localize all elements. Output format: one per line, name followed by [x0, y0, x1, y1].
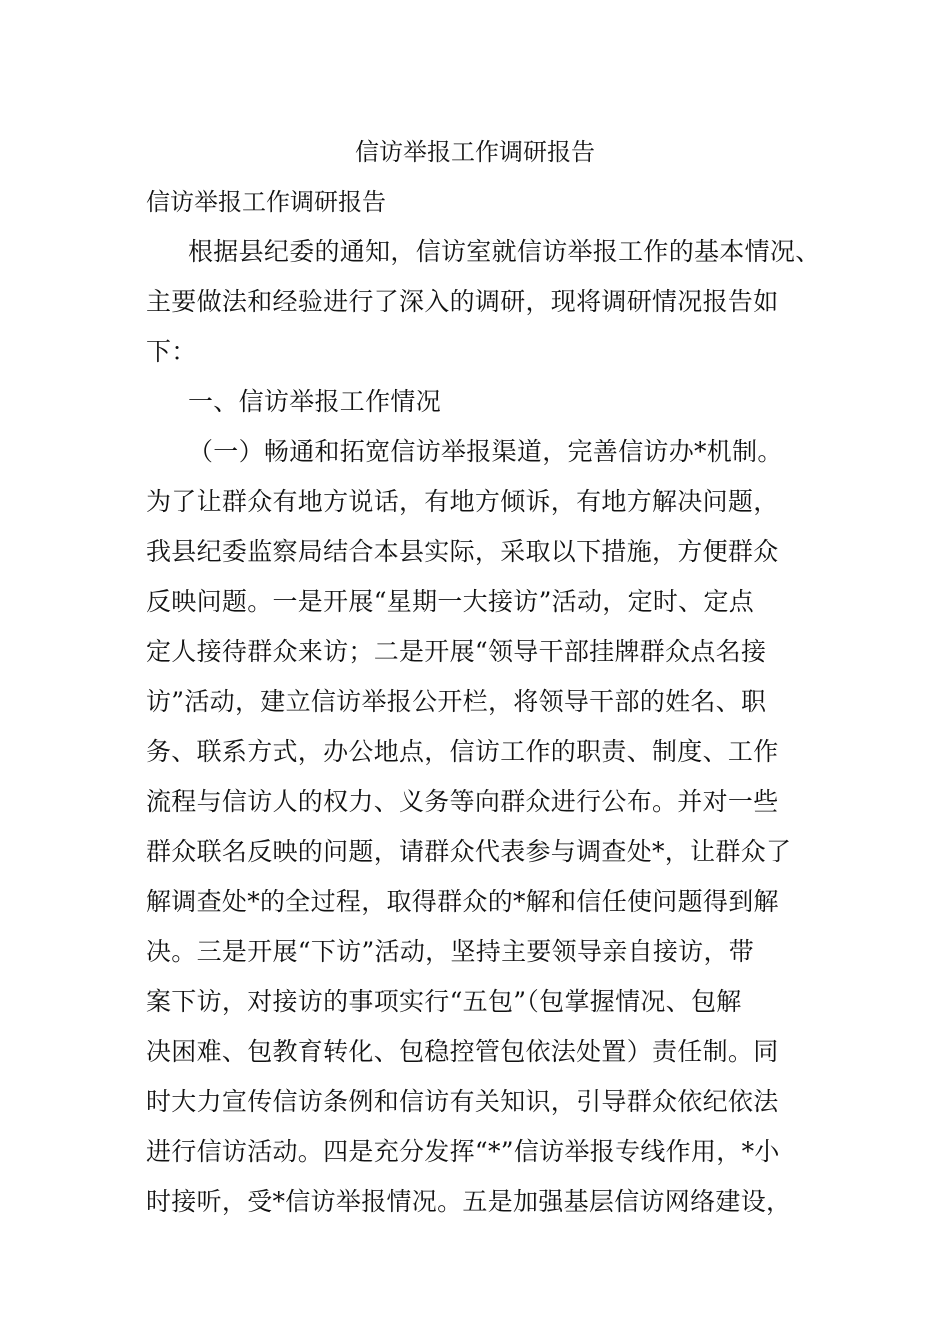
paragraph-line: 反映问题。一是开展“星期一大接访”活动，定时、定点	[146, 587, 755, 616]
paragraph-line: 案下访，对接访的事项实行“五包”（包掌握情况、包解	[146, 987, 742, 1016]
paragraph-line: 我县纪委监察局结合本县实际，采取以下措施，方便群众	[146, 537, 779, 566]
paragraph-line: 决困难、包教育转化、包稳控管包依法处置）责任制。同	[146, 1037, 779, 1066]
paragraph-line: 务、联系方式，办公地点，信访工作的职责、制度、工作	[146, 737, 779, 766]
paragraph-line: 主要做法和经验进行了深入的调研，现将调研情况报告如	[146, 287, 779, 316]
paragraph-line: 为了让群众有地方说话，有地方倾诉，有地方解决问题，	[146, 487, 779, 516]
document-subtitle: 信访举报工作调研报告	[146, 188, 386, 216]
paragraph-line: 时接听，受*信访举报情况。五是加强基层信访网络建设，	[146, 1187, 792, 1216]
subsection-heading: （一）畅通和拓宽信访举报渠道，完善信访办*机制。	[188, 437, 783, 466]
paragraph-line: 时大力宣传信访条例和信访有关知识，引导群众依纪依法	[146, 1087, 779, 1116]
paragraph-line: 流程与信访人的权力、义务等向群众进行公布。并对一些	[146, 787, 779, 816]
section-heading: 一、信访举报工作情况	[188, 387, 442, 416]
paragraph-line: 下：	[146, 337, 197, 366]
paragraph-line: 访”活动，建立信访举报公开栏，将领导干部的姓名、职	[146, 687, 767, 716]
paragraph-line: 定人接待群众来访；二是开展“领导干部挂牌群众点名接	[146, 637, 767, 666]
paragraph-line: 决。三是开展“下访”活动，坚持主要领导亲自接访，带	[146, 937, 755, 966]
paragraph-line: 解调查处*的全过程，取得群众的*解和信任使问题得到解	[146, 887, 779, 916]
document-title: 信访举报工作调研报告	[355, 138, 595, 166]
paragraph-line: 进行信访活动。四是充分发挥“*”信访举报专线作用，*小	[146, 1137, 780, 1166]
paragraph-line: 群众联名反映的问题，请群众代表参与调查处*，让群众了	[146, 837, 792, 866]
paragraph-line: 根据县纪委的通知，信访室就信访举报工作的基本情况、	[188, 237, 821, 266]
